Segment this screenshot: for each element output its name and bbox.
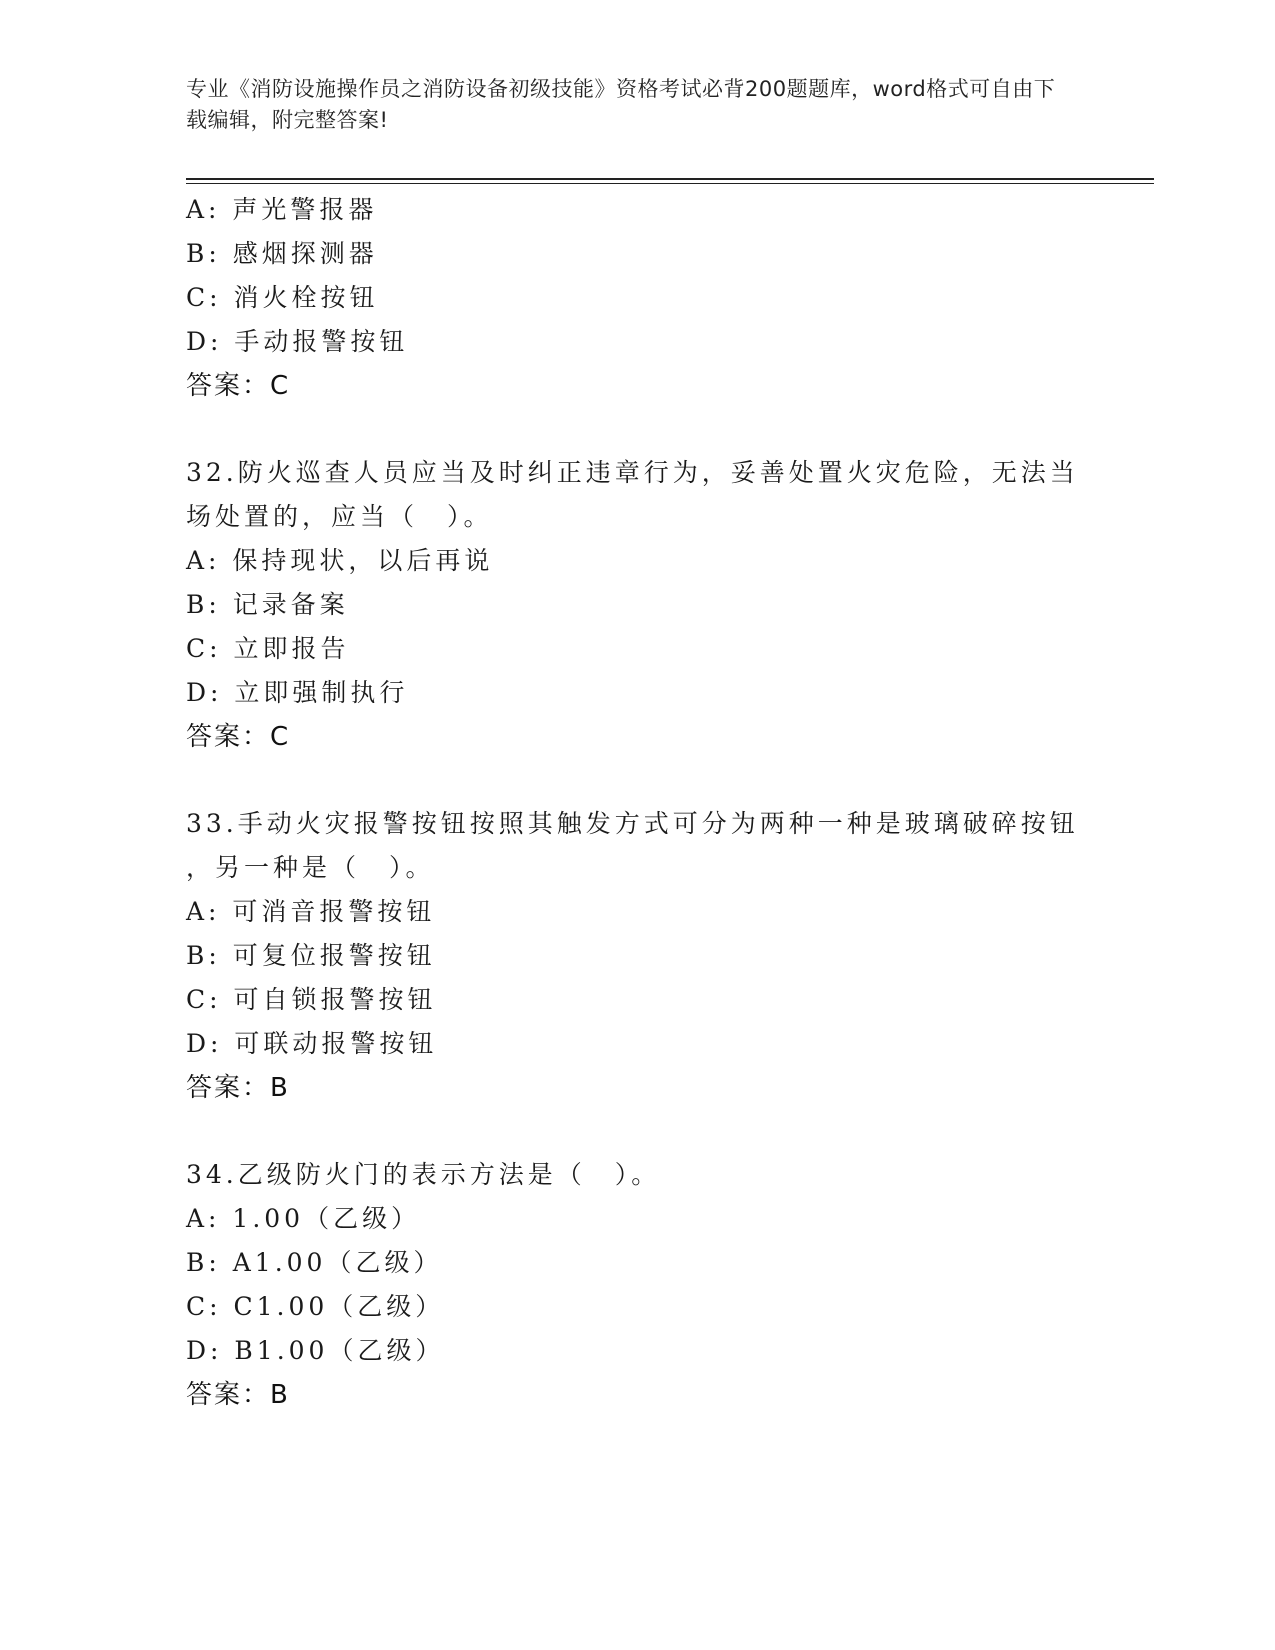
document-header: 专业《消防设施操作员之消防设备初级技能》资格考试必背200题题库，word格式可自由下载编辑，附完整答案! [186, 77, 1056, 132]
q34-option-d: D: B1.00（乙级） [186, 1336, 445, 1365]
q32-answer: 答案：C [186, 722, 291, 752]
q33-option-a: A: 可消音报警按钮 [186, 897, 436, 926]
q34-option-b: B: A1.00（乙级） [186, 1248, 443, 1277]
q32-option-b: B: 记录备案 [186, 590, 349, 619]
q31-option-a: A: 声光警报器 [186, 195, 378, 224]
q34-option-c: C: C1.00（乙级） [186, 1292, 445, 1321]
q34-option-a: A: 1.00（乙级） [186, 1204, 421, 1233]
q32-stem-line2: 场处置的，应当（ ）。 [186, 502, 493, 531]
header-divider [186, 178, 1154, 184]
q31-answer: 答案：C [186, 371, 291, 401]
q32-option-d: D: 立即强制执行 [186, 678, 409, 707]
q33-answer: 答案：B [186, 1073, 290, 1103]
q31-option-b: B: 感烟探测器 [186, 239, 378, 268]
q34-answer: 答案：B [186, 1380, 290, 1410]
q32-stem-line1: 32.防火巡查人员应当及时纠正违章行为，妥善处置火灾危险，无法当 [186, 458, 1079, 487]
q33-stem-line2: ，另一种是（ ）。 [186, 853, 435, 882]
q32-option-a: A: 保持现状，以后再说 [186, 546, 494, 575]
q31-option-c: C: 消火栓按钮 [186, 283, 379, 312]
q33-stem-line1: 33.手动火灾报警按钮按照其触发方式可分为两种一种是玻璃破碎按钮 [186, 809, 1079, 838]
q33-option-c: C: 可自锁报警按钮 [186, 985, 437, 1014]
q34-stem-line1: 34.乙级防火门的表示方法是（ ）。 [186, 1160, 661, 1189]
q33-option-b: B: 可复位报警按钮 [186, 941, 436, 970]
q33-option-d: D: 可联动报警按钮 [186, 1029, 438, 1058]
q32-option-c: C: 立即报告 [186, 634, 350, 663]
q31-option-d: D: 手动报警按钮 [186, 327, 409, 356]
